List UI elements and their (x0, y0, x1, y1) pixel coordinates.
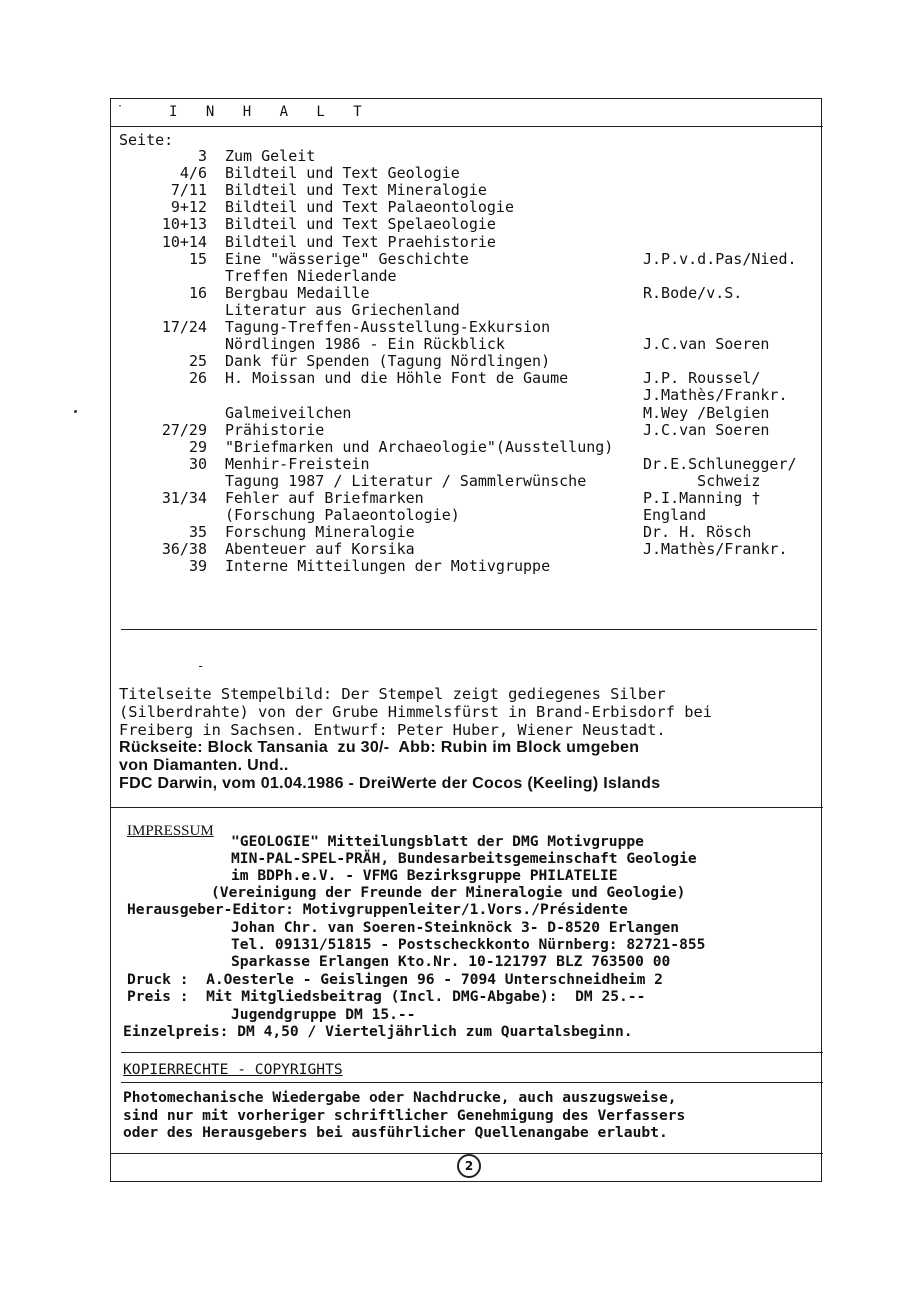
toc-row (111, 285, 823, 302)
toc-page-number: 31/34 (161, 489, 207, 507)
toc-page-number: 17/24 (161, 318, 207, 336)
toc-title: Forschung Mineralogie (225, 523, 415, 542)
impressum-bottom-rule (121, 1052, 823, 1053)
toc-title: Literatur aus Griechenland (225, 300, 460, 319)
toc-row (111, 405, 823, 422)
impressum-line: Tel. 09131/51815 - Postscheckkonto Nürnberg: 82721-855 (231, 936, 706, 953)
toc-author: R.Bode/v.S. (643, 283, 743, 302)
toc-title: Menhir-Freistein (225, 454, 370, 473)
impressum-line: MIN-PAL-SPEL-PRÄH, Bundesarbeitsgemeinschaft Geologie (231, 850, 697, 867)
cover-text-line: Freiberg in Sachsen. Entwurf: Peter Huber, Wiener Neustadt. (119, 721, 666, 739)
seite-label: Seite: (119, 131, 174, 149)
toc-page-number: 29 (188, 437, 207, 456)
toc-title: Fehler auf Briefmarken (225, 489, 424, 507)
impressum-line: (Vereinigung der Freunde der Mineralogie und Geologie) (211, 884, 686, 901)
toc-row (111, 268, 823, 285)
toc-page-number: 10+13 (161, 215, 207, 234)
toc-author: J.C.van Soeren (643, 335, 770, 354)
impressum-line: Jugendgruppe DM 15.-- (231, 1006, 416, 1023)
toc-title: Bergbau Medaille (225, 283, 370, 302)
toc-page-number: 35 (188, 523, 207, 542)
toc-title: Abenteuer auf Korsika (225, 540, 415, 559)
toc-page-number: 4/6 (179, 164, 207, 183)
impressum-line: im BDPh.e.V. - VFMG Bezirksgruppe PHILATELIE (231, 867, 618, 884)
toc-author: J.C.van Soeren (643, 420, 770, 439)
impressum-label: IMPRESSUM (127, 823, 214, 839)
toc-row (111, 182, 823, 199)
toc-title: (Forschung Palaeontologie) (225, 506, 460, 525)
toc-bottom-rule (121, 629, 817, 630)
cover-text-line: FDC Darwin, vom 01.04.1986 - DreiWerte der Cocos (Keeling) Islands (119, 775, 661, 792)
toc-page-number: 25 (188, 352, 207, 371)
toc-row (111, 507, 823, 524)
toc-title: Tagung-Treffen-Ausstellung-Exkursion (225, 318, 551, 336)
toc-page-number: 15 (188, 249, 207, 268)
inhalt-heading: I N H A L T (169, 104, 372, 120)
toc-row (111, 524, 823, 541)
toc-row (111, 234, 823, 251)
toc-title: Bildteil und Text Praehistorie (225, 232, 496, 251)
toc-row (111, 456, 823, 473)
toc-row (111, 541, 823, 558)
toc-author: J.P.v.d.Pas/Nied. (643, 249, 797, 268)
toc-title: Treffen Niederlande (225, 266, 397, 285)
toc-author: England (643, 506, 707, 525)
toc-page-number: 3 (197, 147, 207, 165)
toc-page-number: 16 (188, 283, 207, 302)
copyright-label-rule (121, 1082, 823, 1083)
copyright-line: sind nur mit vorheriger schriftlicher Genehmigung des Verfassers (123, 1106, 686, 1124)
page-number: 2 (457, 1154, 481, 1178)
copyright-line: Photomechanische Wiedergabe oder Nachdrucke, auch auszugsweise, (123, 1089, 677, 1106)
toc-title: Prähistorie (225, 420, 325, 439)
toc-page-number: 7/11 (170, 181, 207, 200)
toc-row (111, 353, 823, 370)
cover-text-line: Rückseite: Block Tansania zu 30/- Abb: Rubin im Block umgeben (119, 739, 640, 756)
toc-author: Schweiz (643, 471, 761, 490)
toc-page-number: 26 (188, 369, 207, 388)
toc-title: Zum Geleit (225, 147, 316, 165)
toc-title: Bildteil und Text Spelaeologie (225, 215, 496, 234)
toc-author: Dr. H. Rösch (643, 523, 752, 542)
cover-bottom-rule (111, 807, 823, 808)
small-dash: - (197, 659, 205, 673)
toc-title: "Briefmarken und Archaeologie"(Ausstellung) (225, 437, 614, 456)
toc-row (111, 387, 823, 404)
corner-mark: · (117, 101, 124, 112)
copyright-label: KOPIERRECHTE - COPYRIGHTS (123, 1061, 343, 1078)
toc-author: P.I.Manning † (643, 489, 761, 507)
toc-author: J.P. Roussel/ (643, 369, 761, 388)
toc-page-number: 36/38 (161, 540, 207, 559)
toc-title: Bildteil und Text Geologie (225, 164, 460, 183)
toc-author: J.Mathès/Frankr. (643, 540, 788, 559)
toc-row (111, 490, 823, 507)
toc-row (111, 422, 823, 439)
toc-title: Bildteil und Text Palaeontologie (225, 198, 514, 217)
toc-row (111, 336, 823, 353)
toc-author: Dr.E.Schlunegger/ (643, 454, 797, 473)
toc-title: Galmeiveilchen (225, 403, 352, 422)
toc-row (111, 251, 823, 268)
toc-page-number: 10+14 (161, 232, 207, 251)
impressum-line: Herausgeber-Editor: Motivgruppenleiter/1.Vors./Présidente (127, 901, 628, 918)
toc-page-number: 30 (188, 454, 207, 473)
toc-author: J.Mathès/Frankr. (643, 386, 788, 405)
toc-row (111, 473, 823, 490)
table-of-contents (111, 148, 823, 588)
scan-speck (74, 410, 77, 413)
page-frame (110, 98, 822, 1182)
impressum-line: "GEOLOGIE" Mitteilungsblatt der DMG Motivgruppe (231, 833, 644, 850)
heading-rule (111, 126, 823, 127)
impressum-line: Einzelpreis: DM 4,50 / Vierteljährlich zum Quartalsbeginn. (123, 1023, 633, 1040)
toc-page-number: 27/29 (161, 420, 207, 439)
toc-row (111, 439, 823, 456)
impressum-line: Preis : Mit Mitgliedsbeitrag (Incl. DMG-Abgabe): DM 25.-- (127, 988, 646, 1005)
toc-title: Tagung 1987 / Literatur / Sammlerwünsche (225, 471, 587, 490)
toc-title: Bildteil und Text Mineralogie (225, 181, 487, 200)
cover-text-line: (Silberdrahte) von der Grube Himmelsfürst in Brand-Erbisdorf bei (119, 703, 713, 721)
toc-row (111, 165, 823, 182)
cover-text-line: von Diamanten. Und.. (119, 757, 289, 774)
toc-row (111, 148, 823, 165)
toc-row (111, 302, 823, 319)
toc-title: Interne Mitteilungen der Motivgruppe (225, 557, 551, 576)
impressum-line: Druck : A.Oesterle - Geislingen 96 - 7094 Unterschneidheim 2 (127, 971, 663, 988)
toc-row (111, 319, 823, 336)
toc-title: Eine "wässerige" Geschichte (225, 249, 469, 268)
copyright-line: oder des Herausgebers bei ausführlicher Quellenangabe erlaubt. (123, 1124, 668, 1141)
toc-title: Nördlingen 1986 - Ein Rückblick (225, 335, 505, 354)
toc-page-number: 39 (188, 557, 207, 576)
impressum-line: Johan Chr. van Soeren-Steinknöck 3- D-8520 Erlangen (231, 919, 680, 936)
toc-row (111, 216, 823, 233)
toc-row (111, 370, 823, 387)
toc-author: M.Wey /Belgien (643, 403, 770, 422)
toc-title: Dank für Spenden (Tagung Nördlingen) (225, 352, 551, 371)
cover-text-line: Titelseite Stempelbild: Der Stempel zeigt gediegenes Silber (119, 685, 666, 703)
toc-row (111, 199, 823, 216)
impressum-line: Sparkasse Erlangen Kto.Nr. 10-121797 BLZ 763500 00 (231, 953, 671, 970)
toc-row (111, 558, 823, 575)
toc-page-number: 9+12 (170, 198, 207, 217)
toc-title: H. Moissan und die Höhle Font de Gaume (225, 369, 569, 388)
